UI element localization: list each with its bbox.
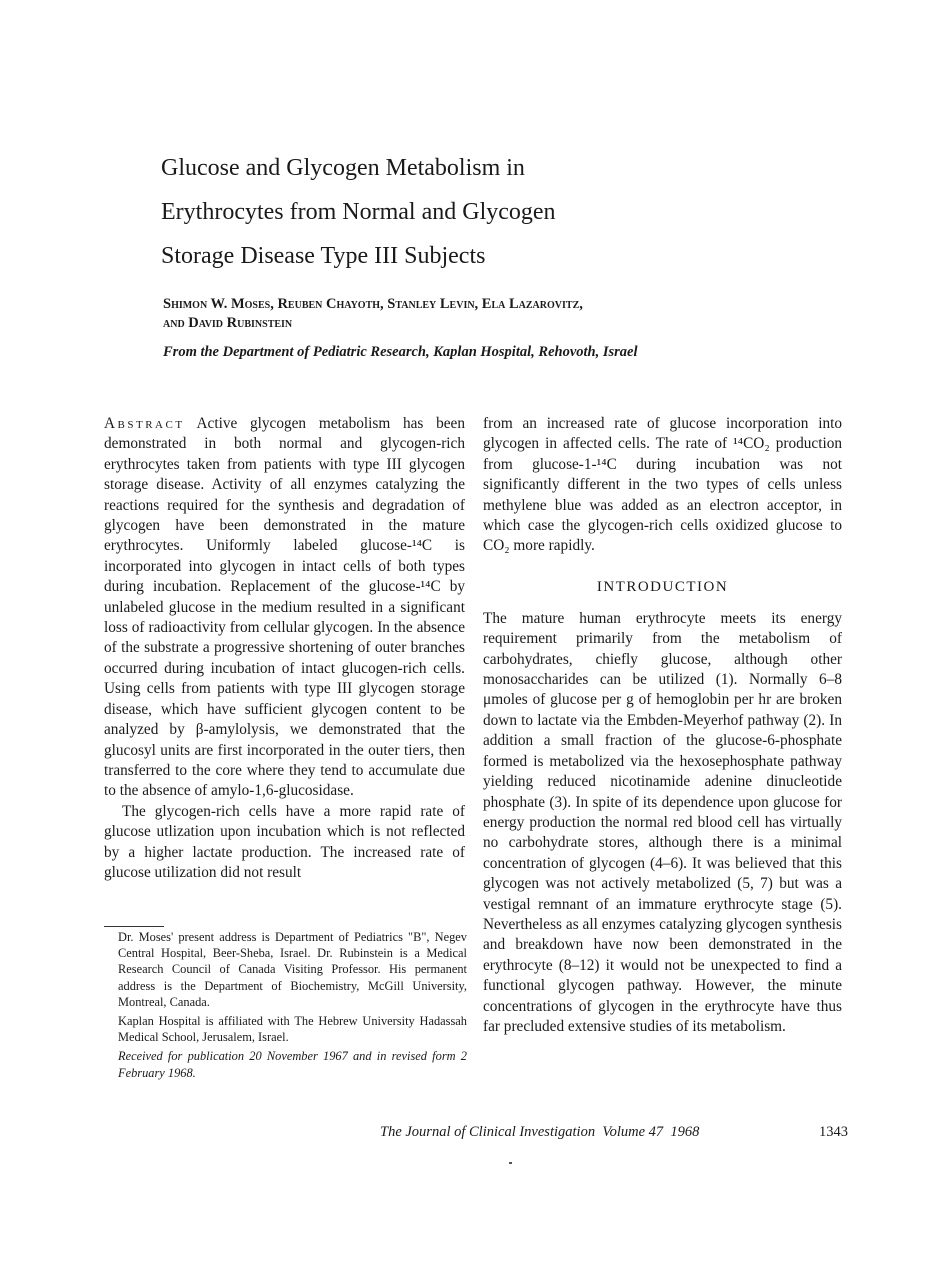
abstract-paragraph-2-continued: from an increased rate of glucose incorporation into glycogen in affected cells. The rate of ¹⁴CO₂ production from glucose-1-¹⁴C during incubation was not significantly different in the two types of cells unless methylene blue was added as an electron acceptor, in which case the glycogen-rich cells oxidized glucose to CO₂ more rapidly. xyxy=(483,415,842,555)
page-footer xyxy=(380,1124,848,1141)
introduction-heading: INTRODUCTION xyxy=(596,578,729,595)
author-list xyxy=(163,295,803,333)
author-line: Shimon W. Moses, Reuben Chayoth, Stanley Levin, Ela Lazarovitz, xyxy=(163,296,583,312)
journal-name: The Journal of Clinical Investigation xyxy=(380,1124,596,1140)
page-number: 1343 xyxy=(819,1124,848,1140)
title-line: Glucose and Glycogen Metabolism in xyxy=(161,155,525,181)
paper-title xyxy=(161,146,801,278)
journal-volume: Volume 47 xyxy=(602,1124,664,1140)
abstract-text-1: Active glycogen metabolism has been demonstrated in both normal and glycogen-rich erythrocytes taken from patients with type III glycogen storage disease. Activity of all enzymes catalyzing the reactions required for the synthesis and degradation of glycogen have been demonstrated in the mature erythrocytes. Uniformly labeled glucose-¹⁴C is incorporated into glycogen in intact cells of both types during incubation. Replacement of the glucose-¹⁴C by unlabeled glucose in the medium resulted in a significant loss of radioactivity from cellular glycogen. In the absence of the substrate a progressive shortening of outer branches occurred during incubation of intact glucogen-rich cells. Using cells from patients with type III glycogen storage disease, which have sufficient glycogen content to be analyzed by β-amylolysis, we demonstrated that the glucosyl units are first incorporated in the outer tiers, then transferred to the core where they tend to accumulate due to the absence of amylo-1,6-glucosidase. xyxy=(104,415,465,800)
footnote-divider xyxy=(104,926,164,927)
abstract-paragraph-1 xyxy=(104,414,465,802)
right-column xyxy=(483,414,842,1037)
abstract-label: Abstract xyxy=(104,415,185,432)
print-speck xyxy=(509,1162,512,1164)
footnote-affiliation: Kaplan Hospital is affiliated with The Hebrew University Hadassah Medical School, Jerusalem, Israel. xyxy=(118,1014,467,1045)
footnotes xyxy=(118,929,467,1084)
journal-year: 1968 xyxy=(670,1124,700,1140)
abstract-paragraph-2: The glycogen-rich cells have a more rapid rate of glucose utlization upon incubation which is not reflected by a higher lactate production. The increased rate of glucose utilization did not result xyxy=(104,802,465,881)
author-line: and David Rubinstein xyxy=(163,315,293,331)
title-line: Storage Disease Type III Subjects xyxy=(161,243,486,269)
affiliation: From the Department of Pediatric Research, Kaplan Hospital, Rehovoth, Israel xyxy=(163,344,638,360)
title-line: Erythrocytes from Normal and Glycogen xyxy=(161,199,556,225)
introduction-paragraph: The mature human erythrocyte meets its energy requirement primarily from the metabolism of carbohydrates, chiefly glucose, although other monosaccharides can be utilized (1). Normally 6–8 μmoles of glucose per g of hemoglobin per hr are broken down to lactate via the Embden-Meyerhof pathway (2). In addition a small fraction of the glucose-6-phosphate formed is metabolized via the hexosephosphate pathway yielding reduced nicotinamide adenine dinucleotide phosphate (3). In spite of its dependence upon glucose for energy production the normal red blood cell has virtually no carbohydrate stores, although there is a minimal concentration of glycogen (4–6). It was believed that this glycogen was not actively metabolized (5, 7) but was a vestigal remnant of an immature erythrocyte stage (5). Nevertheless as all enzymes catalyzing glycogen synthesis and breakdown have now been demonstrated in the erythrocyte (8–12) it would not be unexpected to find a functional glycogen pathway. However, the minute concentrations of glycogen in the erythrocyte have thus far precluded extensive studies of its metabolism. xyxy=(483,609,842,1035)
left-column xyxy=(104,414,465,883)
footnote-address: Dr. Moses' present address is Department of Pediatrics "B", Negev Central Hospital, Beer-Sheba, Israel. Dr. Rubinstein is a Medical Research Council of Canada Visiting Professor. His permanent address is the Department of Biochemistry, McGill University, Montreal, Canada. xyxy=(118,930,467,1009)
footnote-received: Received for publication 20 November 1967 and in revised form 2 February 1968. xyxy=(118,1049,467,1080)
